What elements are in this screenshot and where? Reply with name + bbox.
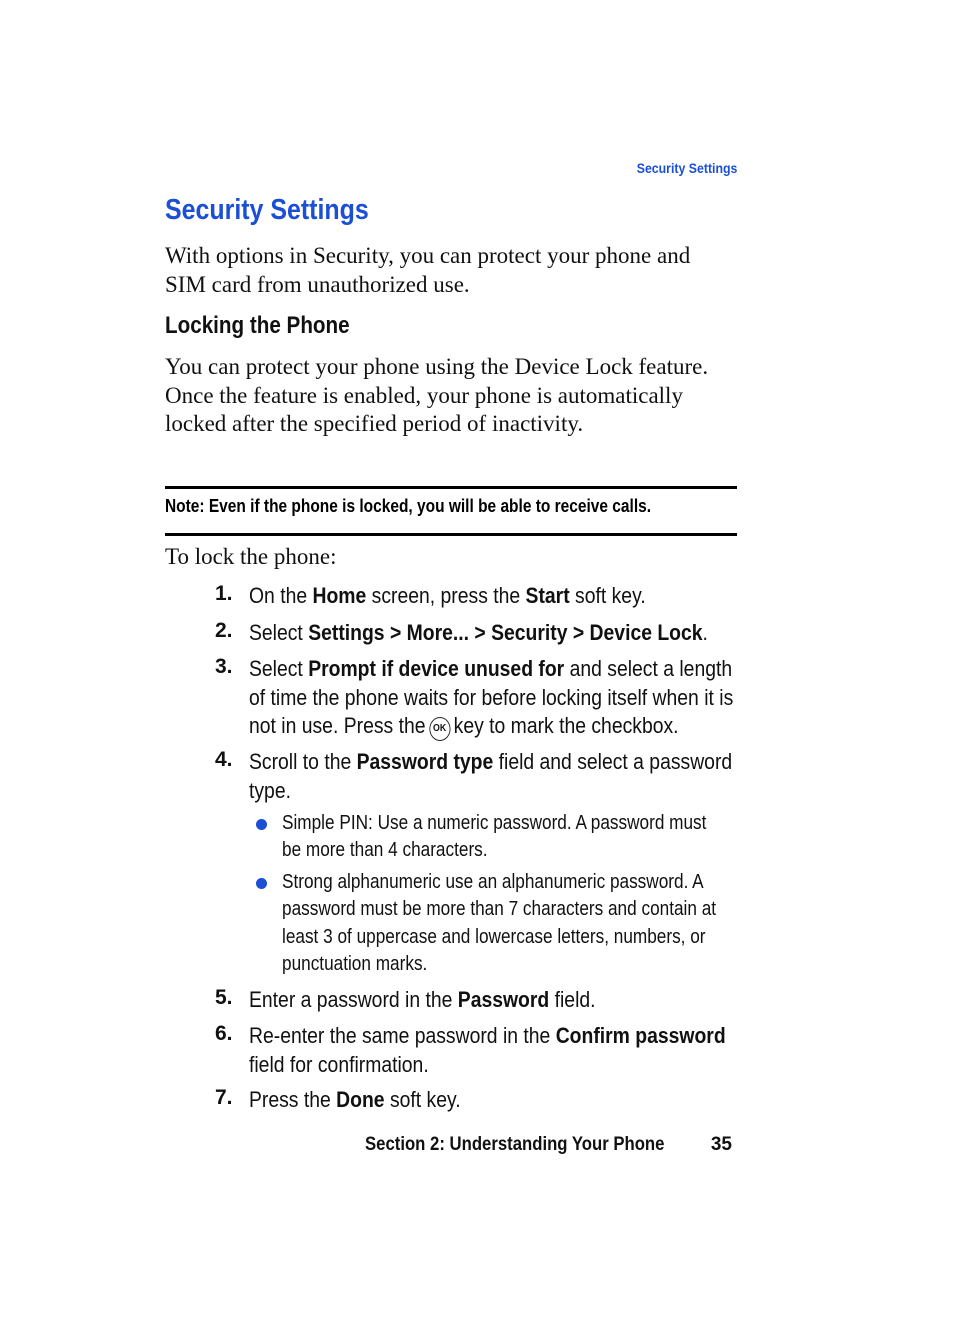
bullet-icon bbox=[256, 819, 267, 830]
lead-text: To lock the phone: bbox=[165, 544, 337, 569]
bullet-text: Simple PIN: Use a numeric password. A password must be more than 4 characters. bbox=[282, 812, 707, 862]
bullet-icon bbox=[256, 878, 267, 889]
step-number: 6. bbox=[215, 1022, 233, 1045]
device-lock-paragraph: You can protect your phone using the Device Lock feature. Once the feature is enabled, your phone is automatically locked after the specified period of inactivity. bbox=[165, 354, 709, 436]
intro-paragraph: With options in Security, you can protect your phone and SIM card from unauthorized use. bbox=[165, 243, 691, 297]
step-number: 4. bbox=[215, 748, 233, 771]
step-number: 3. bbox=[215, 655, 233, 678]
note-text: Note: Even if the phone is locked, you will be able to receive calls. bbox=[165, 496, 652, 516]
subheading-locking-the-phone: Locking the Phone bbox=[165, 312, 350, 339]
page-title: Security Settings bbox=[165, 194, 369, 226]
step-number: 1. bbox=[215, 582, 233, 605]
step-text: Re-enter the same password in the Confirm password field for confirmation. bbox=[249, 1023, 726, 1077]
step-number: 5. bbox=[215, 986, 233, 1009]
step-text: Scroll to the Password type field and select a password type. bbox=[249, 749, 733, 803]
step-text: Press the Done soft key. bbox=[249, 1087, 461, 1112]
bullet-text: Strong alphanumeric use an alphanumeric password. A password must be more than 7 characters and contain at least 3 of uppercase and lowercase letters, numbers, or punctuation marks. bbox=[282, 871, 717, 975]
ok-key-icon: OK bbox=[429, 717, 450, 741]
page-number: 35 bbox=[710, 1134, 732, 1155]
step-text: Enter a password in the Password field. bbox=[249, 987, 596, 1012]
step-number: 2. bbox=[215, 619, 233, 642]
footer-section-title: Section 2: Understanding Your Phone bbox=[365, 1134, 665, 1155]
note-box bbox=[165, 486, 737, 536]
running-header: Security Settings bbox=[636, 160, 737, 176]
step-text: On the Home screen, press the Start soft key. bbox=[249, 583, 646, 608]
step-text: Select Prompt if device unused for and select a length of time the phone waits for before locking itself when it is not in use. Press the OK key to mark the checkbox. bbox=[249, 655, 742, 741]
step-number: 7. bbox=[215, 1086, 233, 1109]
step-text: Select Settings > More... > Security > Device Lock. bbox=[249, 620, 708, 645]
